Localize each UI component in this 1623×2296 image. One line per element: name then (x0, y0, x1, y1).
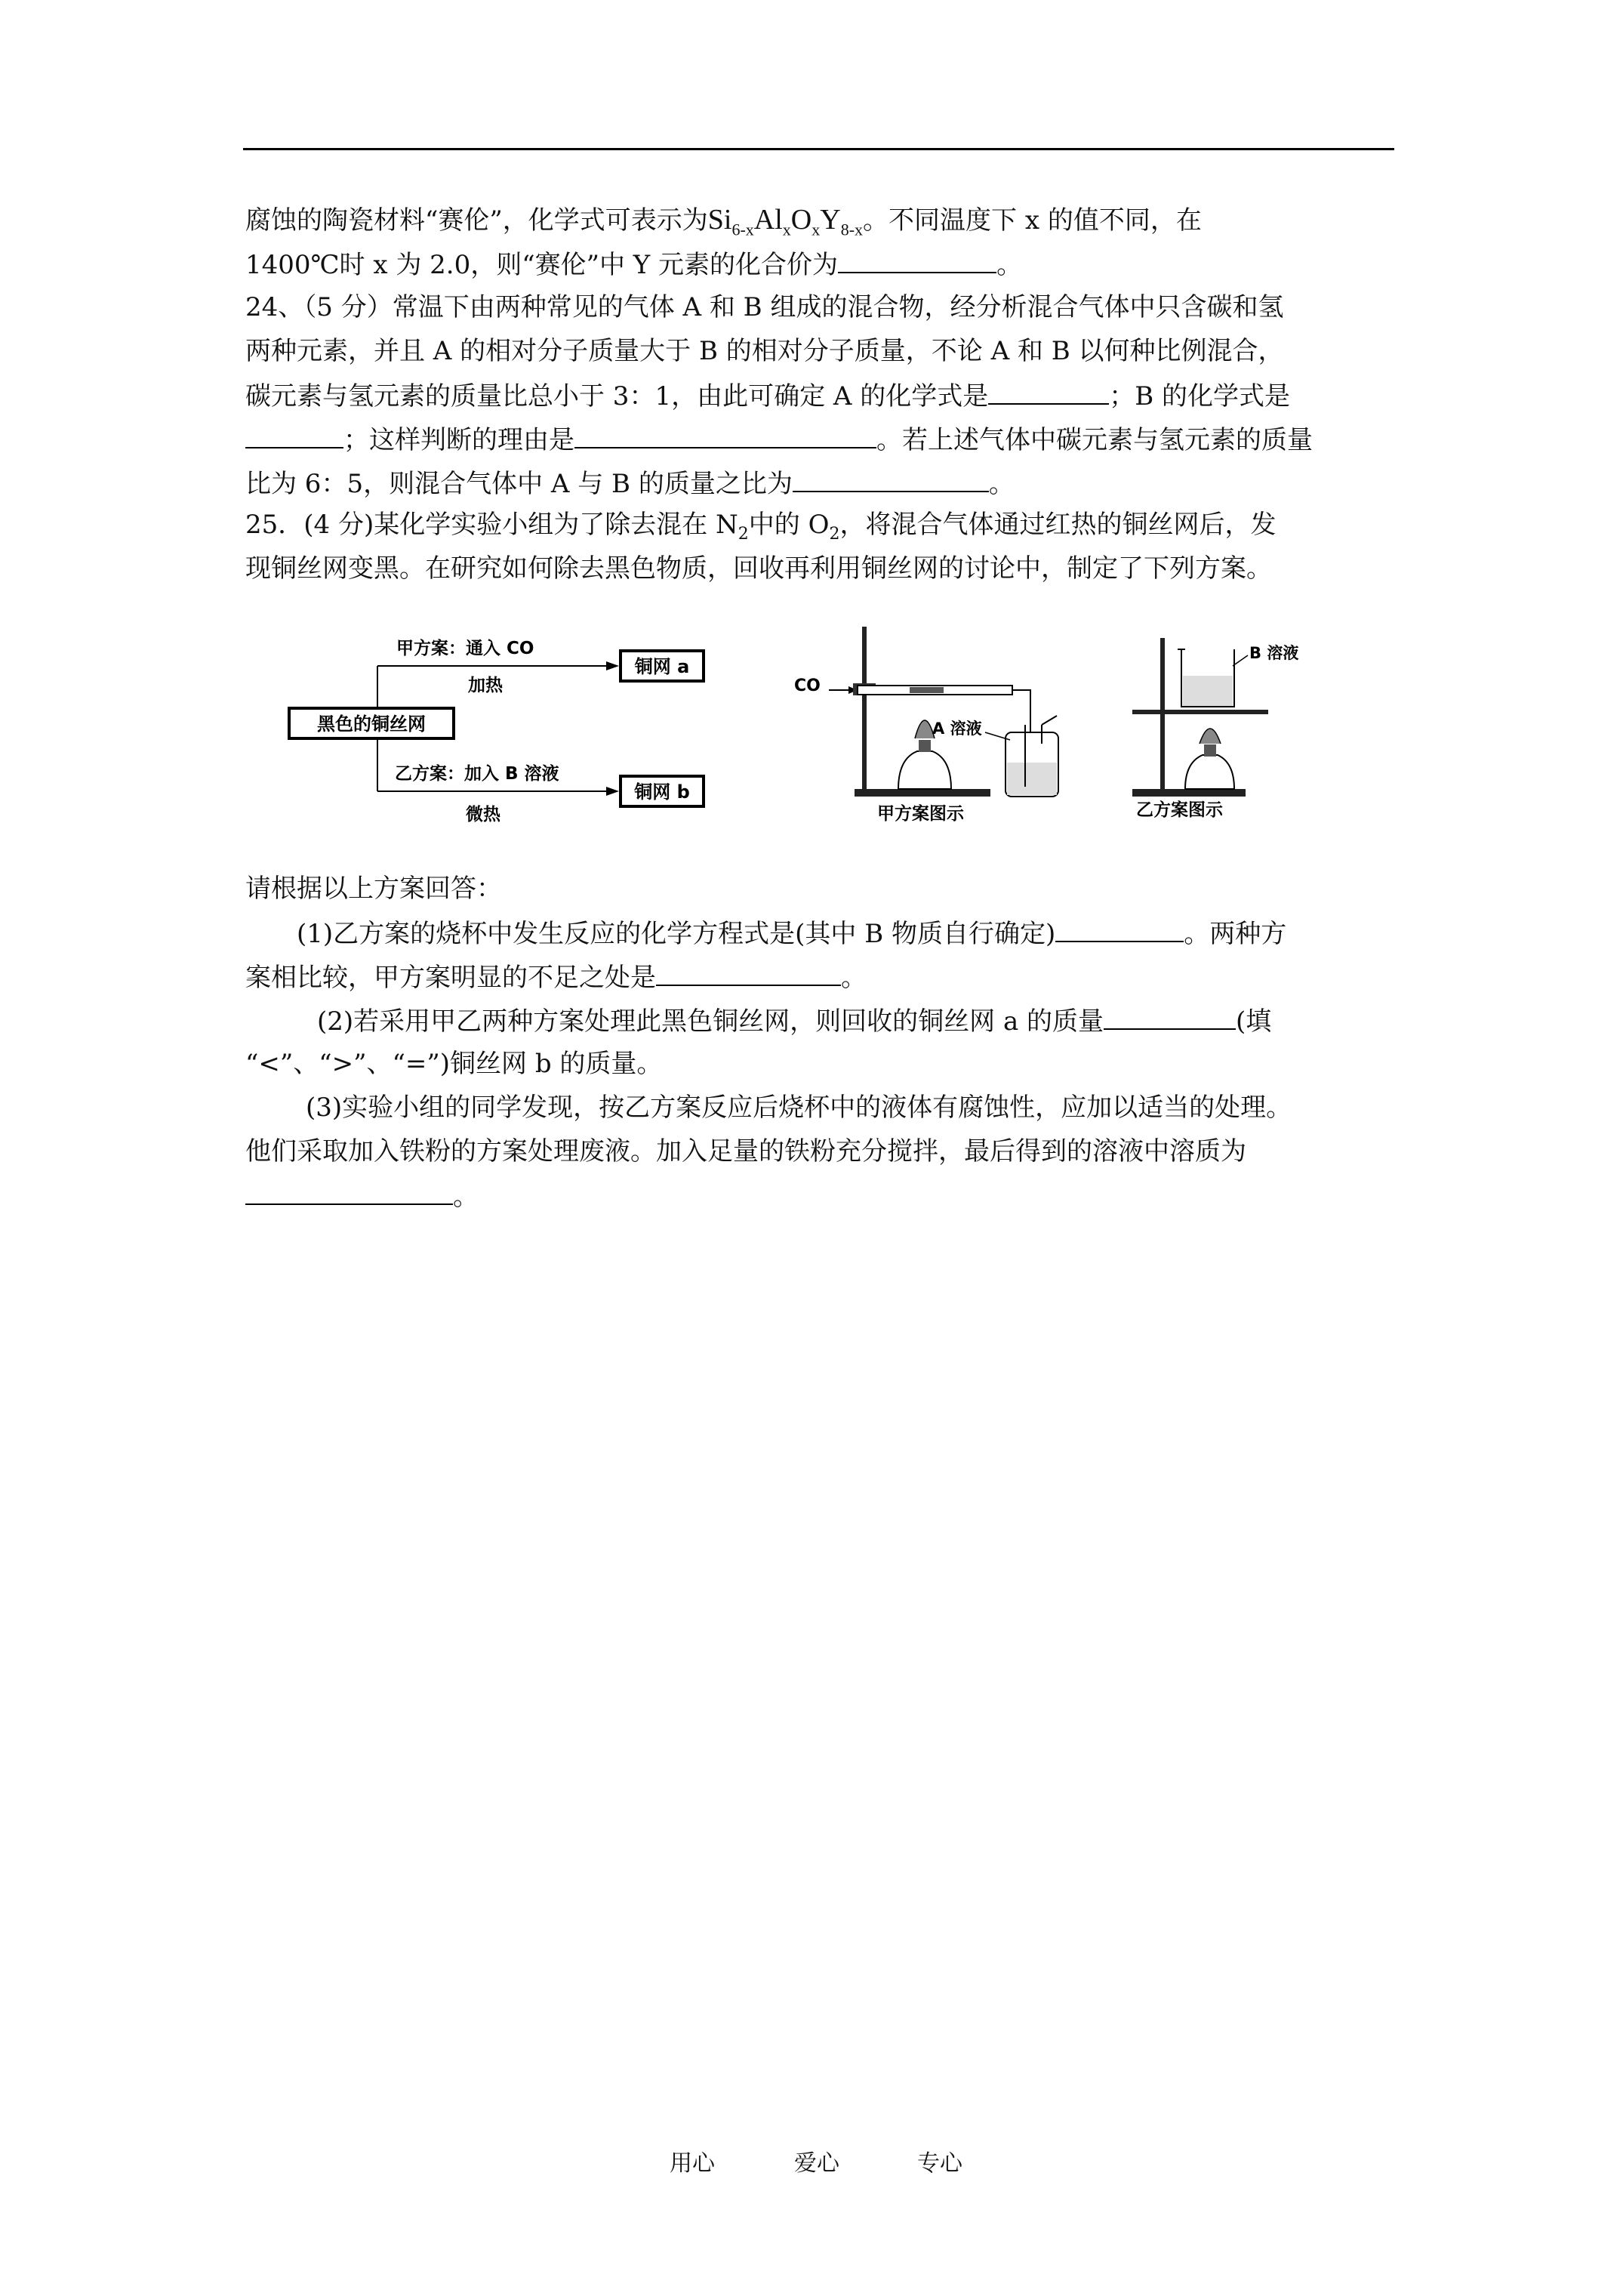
part-3-line-2: 他们采取加入铁粉的方案处理废液。加入足量的铁粉充分搅拌，最后得到的溶液中溶质为 (245, 1136, 1246, 1166)
black-mesh-label: 黑色的铜丝网 (317, 713, 426, 735)
question-23 (245, 198, 1400, 285)
question-25: 25．(4 分)某化学实验小组为了除去混在 $N_2$中的 $O_2$，将混合气体通过红热的铜丝网后，发 现铜丝网变黑。在研究如何除去黑色物质，回收再利用铜丝网的讨论中，制定了下列方案。 (245, 503, 1400, 590)
answer-blank-mass-ratio[interactable] (793, 461, 989, 492)
q23-line-1: 腐蚀的陶瓷材料“赛伦”，化学式可表示为$Si_{6-x}Al_xO_xY_{8-x}$。不同温度下 x 的值不同，在 (245, 204, 1202, 239)
q23-line-2: 1400℃时 x 为 2.0，则“赛伦”中 Y 元素的化合价为 。 (245, 242, 1400, 285)
part-3-line-3: 。 (245, 1173, 1400, 1217)
answer-blank-valence[interactable] (838, 242, 996, 273)
part-3-line-1: (3)实验小组的同学发现，按乙方案反应后烧杯中的液体有腐蚀性，应加以适当的处理。 (306, 1093, 1292, 1123)
question-24: 24、（5 分）常温下由两种常见的气体 A 和 B 组成的混合物，经分析混合气体中只含碳和氢 两种元素，并且 A 的相对分子质量大于 B 的相对分子质量，不论 A 和 B 以何种比例混合， 碳元素与氢元素的质量比总小于 3：1，由此可确定 A 的化学式是 ；B 的化学式是 ；这样判断的理由是 。若上述气体中碳元素与氢元素的质量 比为 6：5，则混合气体中 A 与 B 的质量之比为 。 (245, 285, 1400, 504)
header-rule (243, 148, 1394, 150)
plan-a-caption: 甲方案图示 (877, 804, 964, 823)
plan-b-label: 乙方案：加入 B 溶液 (395, 764, 559, 784)
answer-blank-solute[interactable] (245, 1173, 453, 1205)
plan-b-caption: 乙方案图示 (1136, 800, 1223, 820)
answer-blank-comparison[interactable] (1104, 998, 1236, 1030)
answer-blank-formula-b[interactable] (245, 417, 343, 448)
a-solution-label: A 溶液 (932, 720, 982, 738)
q24-line-3: 碳元素与氢元素的质量比总小于 3：1，由此可确定 A 的化学式是 ；B 的化学式是 (245, 373, 1400, 417)
sialon-formula: $Si_{6-x}Al_xO_xY_{8-x}$ (707, 204, 864, 239)
answer-blank-shortcoming[interactable] (656, 954, 841, 986)
part-2-line-2: “<”、“>”、“=”)铜丝网 b 的质量。 (245, 1049, 663, 1079)
q25-line-1: 25．(4 分)某化学实验小组为了除去混在 $N_2$中的 $O_2$，将混合气体通过红热的铜丝网后，发 (245, 510, 1277, 544)
plan-a-condition: 加热 (468, 676, 503, 695)
answer-blank-formula-a[interactable] (988, 373, 1109, 405)
plan-b-condition: 微热 (466, 805, 500, 824)
footer-text-3: 专心 (917, 2150, 962, 2177)
footer-text-2: 爱心 (794, 2150, 839, 2177)
q24-line-4: ；这样判断的理由是 。若上述气体中碳元素与氢元素的质量 (245, 417, 1400, 461)
b-solution-label: B 溶液 (1249, 644, 1299, 662)
plan-a-label: 甲方案：通入 CO (396, 639, 534, 658)
part-1-line-2: 案相比较，甲方案明显的不足之处是 。 (245, 954, 1400, 998)
answer-blank-reason[interactable] (574, 417, 876, 448)
plan-b-apparatus (1129, 634, 1302, 827)
mesh-a-label: 铜网 a (634, 656, 690, 677)
answer-section (245, 867, 1400, 1217)
mesh-b-label: 铜网 b (634, 781, 690, 803)
flowchart-figure (283, 627, 717, 827)
q24-line-5: 比为 6：5，则混合气体中 A 与 B 的质量之比为 。 (245, 461, 1400, 504)
plan-a-apparatus (785, 619, 1079, 823)
answer-blank-equation[interactable] (1055, 911, 1184, 942)
part-2-line-1: (2)若采用甲乙两种方案处理此黑色铜丝网，则回收的铜丝网 a 的质量 (填 (245, 998, 1400, 1042)
co-label: CO (794, 676, 821, 695)
footer-text-1: 用心 (670, 2150, 715, 2177)
part-1-line-1: (1)乙方案的烧杯中发生反应的化学方程式是(其中 B 物质自行确定) 。两种方 (245, 911, 1400, 954)
answer-intro: 请根据以上方案回答： (245, 874, 502, 904)
